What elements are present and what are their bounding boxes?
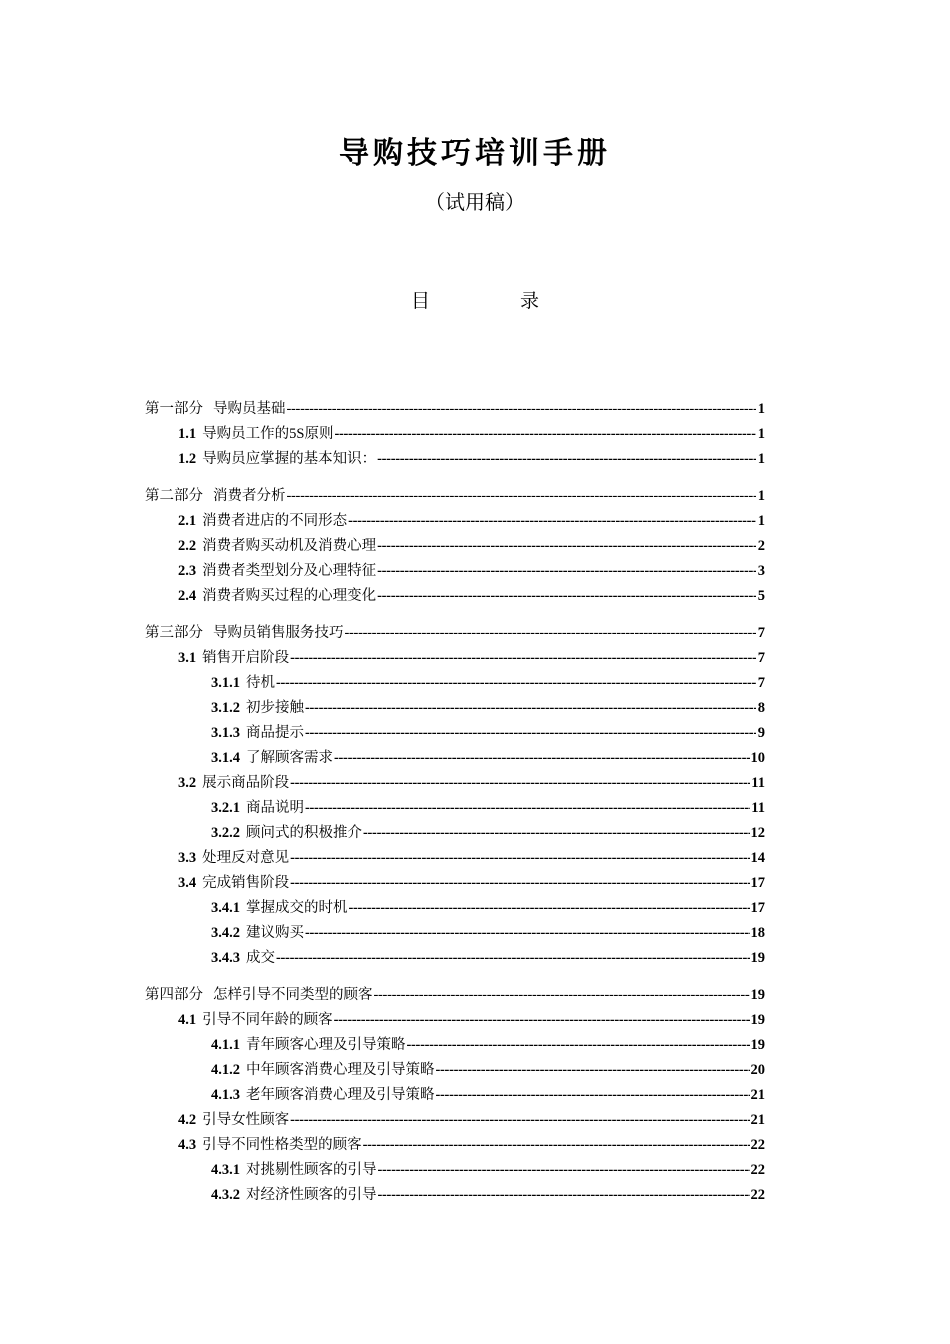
toc-entry-title: 消费者分析 — [213, 488, 286, 504]
toc-entry-number: 3.2.2 — [211, 825, 240, 841]
toc-entry-number: 3.4.3 — [211, 950, 240, 966]
toc-entry-title: 消费者购买动机及消费心理 — [202, 538, 377, 554]
toc-page-number: 1 — [757, 401, 765, 417]
toc-page-number: 22 — [750, 1187, 765, 1203]
toc-entry[interactable] — [145, 921, 765, 946]
toc-dot-leader — [334, 422, 756, 447]
toc-entry[interactable] — [145, 696, 765, 721]
toc-entry-number: 3.1 — [178, 650, 197, 666]
toc-heading-right: 录 — [520, 290, 540, 312]
toc-entry-title: 导购员应掌握的基本知识： — [202, 451, 377, 467]
toc-entry-title: 青年顾客心理及引导策略 — [246, 1037, 406, 1053]
toc-entry[interactable] — [145, 1008, 765, 1033]
document-subtitle: （试用稿） — [425, 190, 525, 214]
toc-page-number: 7 — [757, 675, 765, 691]
toc-entry-title: 顾问式的积极推介 — [246, 825, 362, 841]
toc-heading — [0, 286, 950, 313]
toc-page-number: 18 — [750, 925, 765, 941]
toc-dot-leader — [287, 397, 757, 422]
toc-entry[interactable] — [145, 721, 765, 746]
toc-entry-title: 引导女性顾客 — [202, 1112, 290, 1128]
toc-part-entry[interactable] — [145, 484, 765, 509]
toc-entry[interactable] — [145, 771, 765, 796]
toc-dot-leader — [334, 746, 750, 771]
toc-part-entry[interactable] — [145, 397, 765, 422]
toc-dot-leader — [407, 1033, 750, 1058]
toc-entry[interactable] — [145, 1058, 765, 1083]
toc-entry-title: 中年顾客消费心理及引导策略 — [246, 1062, 435, 1078]
toc-page-number: 1 — [757, 451, 765, 467]
toc-entry-title: 初步接触 — [246, 700, 304, 716]
toc-entry[interactable] — [145, 671, 765, 696]
table-of-contents — [145, 397, 765, 1208]
toc-entry[interactable] — [145, 871, 765, 896]
toc-entry[interactable] — [145, 422, 765, 447]
toc-entry-title: 完成销售阶段 — [202, 875, 290, 891]
toc-entry-number: 3.1.3 — [211, 725, 240, 741]
toc-dot-leader — [305, 721, 756, 746]
toc-page-number: 17 — [750, 875, 765, 891]
toc-dot-leader — [378, 1183, 750, 1208]
toc-dot-leader — [436, 1083, 750, 1108]
toc-dot-leader — [363, 821, 750, 846]
toc-dot-leader — [305, 696, 756, 721]
toc-dot-leader — [276, 946, 750, 971]
toc-entry-title: 引导不同性格类型的顾客 — [202, 1137, 362, 1153]
toc-dot-leader — [287, 484, 757, 509]
toc-entry-title: 掌握成交的时机 — [246, 900, 348, 916]
toc-page-number: 8 — [757, 700, 765, 716]
toc-entry-title: 对挑剔性顾客的引导 — [246, 1162, 377, 1178]
toc-entry[interactable] — [145, 646, 765, 671]
toc-page-number: 5 — [757, 588, 765, 604]
toc-page-number: 10 — [750, 750, 765, 766]
toc-entry-number: 3.2.1 — [211, 800, 240, 816]
toc-entry-number: 3.4.1 — [211, 900, 240, 916]
toc-dot-leader — [363, 1133, 750, 1158]
toc-entry-number: 2.4 — [178, 588, 197, 604]
toc-page-number: 21 — [750, 1087, 765, 1103]
toc-page-number: 1 — [757, 513, 765, 529]
toc-entry[interactable] — [145, 821, 765, 846]
toc-dot-leader — [374, 983, 750, 1008]
toc-entry-number: 3.1.1 — [211, 675, 240, 691]
toc-entry-number: 3.4 — [178, 875, 197, 891]
toc-entry-number: 1.1 — [178, 426, 197, 442]
toc-page-number: 2 — [757, 538, 765, 554]
toc-dot-leader — [377, 534, 756, 559]
toc-entry-title: 建议购买 — [246, 925, 304, 941]
toc-entry-title: 了解顾客需求 — [246, 750, 333, 766]
toc-part-entry[interactable] — [145, 983, 765, 1008]
toc-dot-leader — [378, 1158, 750, 1183]
toc-entry-number: 4.3.2 — [211, 1187, 240, 1203]
toc-entry[interactable] — [145, 1083, 765, 1108]
toc-entry-number: 1.2 — [178, 451, 197, 467]
toc-page-number: 3 — [757, 563, 765, 579]
toc-page-number: 9 — [757, 725, 765, 741]
toc-entry[interactable] — [145, 796, 765, 821]
toc-entry-title: 商品提示 — [246, 725, 304, 741]
toc-page-number: 19 — [750, 1012, 765, 1028]
toc-page-number: 11 — [751, 775, 765, 791]
toc-page-number: 19 — [750, 1037, 765, 1053]
toc-page-number: 19 — [750, 950, 765, 966]
toc-entry-title: 导购员工作的5S原则 — [202, 426, 334, 442]
toc-page-number: 19 — [750, 987, 765, 1003]
toc-dot-leader — [305, 796, 750, 821]
toc-entry-title: 引导不同年龄的顾客 — [202, 1012, 333, 1028]
toc-heading-left: 目 — [410, 290, 430, 312]
toc-page-number: 20 — [750, 1062, 765, 1078]
toc-dot-leader — [334, 1008, 750, 1033]
toc-dot-leader — [290, 871, 749, 896]
toc-entry-number: 第一部分 — [145, 401, 203, 417]
toc-entry-number: 3.4.2 — [211, 925, 240, 941]
toc-entry[interactable] — [145, 746, 765, 771]
toc-page-number: 17 — [750, 900, 765, 916]
toc-entry-number: 第四部分 — [145, 987, 203, 1003]
toc-entry[interactable] — [145, 1183, 765, 1208]
toc-dot-leader — [276, 671, 756, 696]
toc-entry[interactable] — [145, 1033, 765, 1058]
toc-part-entry[interactable] — [145, 621, 765, 646]
toc-entry[interactable] — [145, 846, 765, 871]
toc-dot-leader — [377, 584, 756, 609]
toc-entry-title: 展示商品阶段 — [202, 775, 290, 791]
toc-entry[interactable] — [145, 1158, 765, 1183]
toc-page-number: 11 — [751, 800, 765, 816]
toc-entry-title: 消费者类型划分及心理特征 — [202, 563, 377, 579]
toc-dot-leader — [290, 846, 749, 871]
document-title: 导购技巧培训手册 — [339, 136, 611, 171]
toc-entry-number: 4.1.2 — [211, 1062, 240, 1078]
toc-dot-leader — [377, 559, 756, 584]
toc-entry-title: 老年顾客消费心理及引导策略 — [246, 1087, 435, 1103]
toc-dot-leader — [349, 896, 750, 921]
toc-dot-leader — [290, 1108, 749, 1133]
toc-entry-title: 导购员基础 — [213, 401, 286, 417]
toc-entry-number: 2.3 — [178, 563, 197, 579]
toc-entry-number: 4.1.3 — [211, 1087, 240, 1103]
toc-entry-title: 怎样引导不同类型的顾客 — [213, 987, 373, 1003]
toc-page-number: 7 — [757, 625, 765, 641]
toc-entry[interactable] — [145, 559, 765, 584]
toc-entry-number: 3.1.2 — [211, 700, 240, 716]
toc-entry-title: 消费者进店的不同形态 — [202, 513, 348, 529]
toc-entry-number: 2.2 — [178, 538, 197, 554]
toc-entry-number: 4.2 — [178, 1112, 197, 1128]
toc-entry-number: 2.1 — [178, 513, 197, 529]
toc-entry-title: 消费者购买过程的心理变化 — [202, 588, 377, 604]
toc-entry-number: 3.2 — [178, 775, 197, 791]
toc-entry[interactable] — [145, 447, 765, 472]
toc-entry[interactable] — [145, 1133, 765, 1158]
toc-entry-number: 第二部分 — [145, 488, 203, 504]
toc-entry-number: 3.3 — [178, 850, 197, 866]
toc-dot-leader — [348, 509, 756, 534]
toc-entry-title: 待机 — [246, 675, 275, 691]
toc-page-number: 22 — [750, 1162, 765, 1178]
toc-dot-leader — [305, 921, 750, 946]
toc-entry-title: 商品说明 — [246, 800, 304, 816]
toc-dot-leader — [436, 1058, 750, 1083]
toc-page-number: 14 — [750, 850, 765, 866]
toc-entry-title: 导购员销售服务技巧 — [213, 625, 344, 641]
toc-entry-title: 对经济性顾客的引导 — [246, 1187, 377, 1203]
toc-entry[interactable] — [145, 946, 765, 971]
toc-entry-number: 4.3.1 — [211, 1162, 240, 1178]
toc-page-number: 12 — [750, 825, 765, 841]
toc-entry[interactable] — [145, 584, 765, 609]
toc-entry-title: 销售开启阶段 — [202, 650, 290, 666]
toc-page-number: 1 — [757, 426, 765, 442]
toc-entry-number: 4.3 — [178, 1137, 197, 1153]
toc-entry-title: 成交 — [246, 950, 275, 966]
toc-entry[interactable] — [145, 509, 765, 534]
toc-entry[interactable] — [145, 1108, 765, 1133]
toc-page-number: 22 — [750, 1137, 765, 1153]
toc-page-number: 7 — [757, 650, 765, 666]
toc-entry-number: 4.1 — [178, 1012, 197, 1028]
toc-dot-leader — [290, 646, 756, 671]
toc-entry-number: 3.1.4 — [211, 750, 240, 766]
toc-entry[interactable] — [145, 896, 765, 921]
toc-entry-title: 处理反对意见 — [202, 850, 290, 866]
toc-entry-number: 4.1.1 — [211, 1037, 240, 1053]
toc-page-number: 1 — [757, 488, 765, 504]
toc-entry-number: 第三部分 — [145, 625, 203, 641]
toc-dot-leader — [377, 447, 756, 472]
toc-entry[interactable] — [145, 534, 765, 559]
toc-dot-leader — [345, 621, 757, 646]
toc-dot-leader — [290, 771, 750, 796]
toc-page-number: 21 — [750, 1112, 765, 1128]
